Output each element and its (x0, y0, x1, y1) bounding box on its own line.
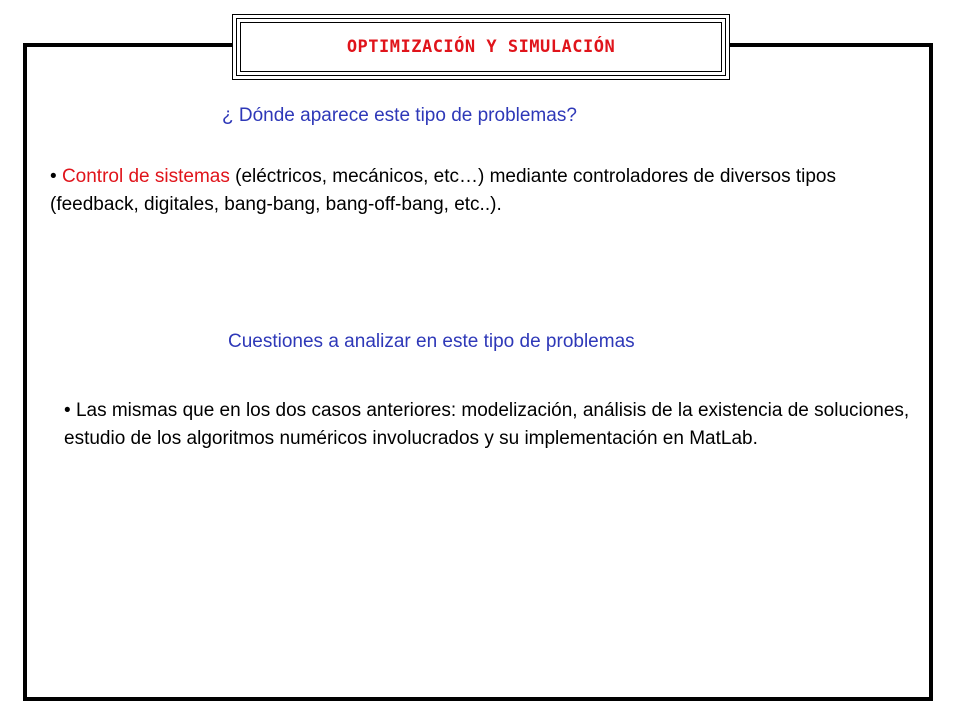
highlight-text: Control de sistemas (61, 166, 230, 187)
section-heading-questions: Cuestiones a analizar en este tipo de problemas (228, 331, 635, 352)
section-heading-where: ¿ Dónde aparece este tipo de problemas? (222, 105, 577, 126)
slide-frame (23, 43, 933, 701)
bullet-text: Las mismas que en los dos casos anteriores: modelización, análisis de la existencia de soluciones, estudio de los algoritmos numéricos involucrados y su implementación en MatLab. (64, 400, 910, 449)
bullet-text: (eléctricos, mecánicos, etc…) mediante controladores de diversos tipos (feedback, digitales, bang-bang, bang-off-bang, etc..). (50, 166, 836, 215)
bullet-marker: • (64, 400, 71, 421)
title-box (232, 14, 730, 80)
slide-title: OPTIMIZACIÓN Y SIMULACIÓN (346, 37, 616, 57)
bullet-marker: • (50, 166, 57, 187)
bullet-control-systems (50, 163, 910, 219)
bullet-questions (64, 397, 914, 453)
